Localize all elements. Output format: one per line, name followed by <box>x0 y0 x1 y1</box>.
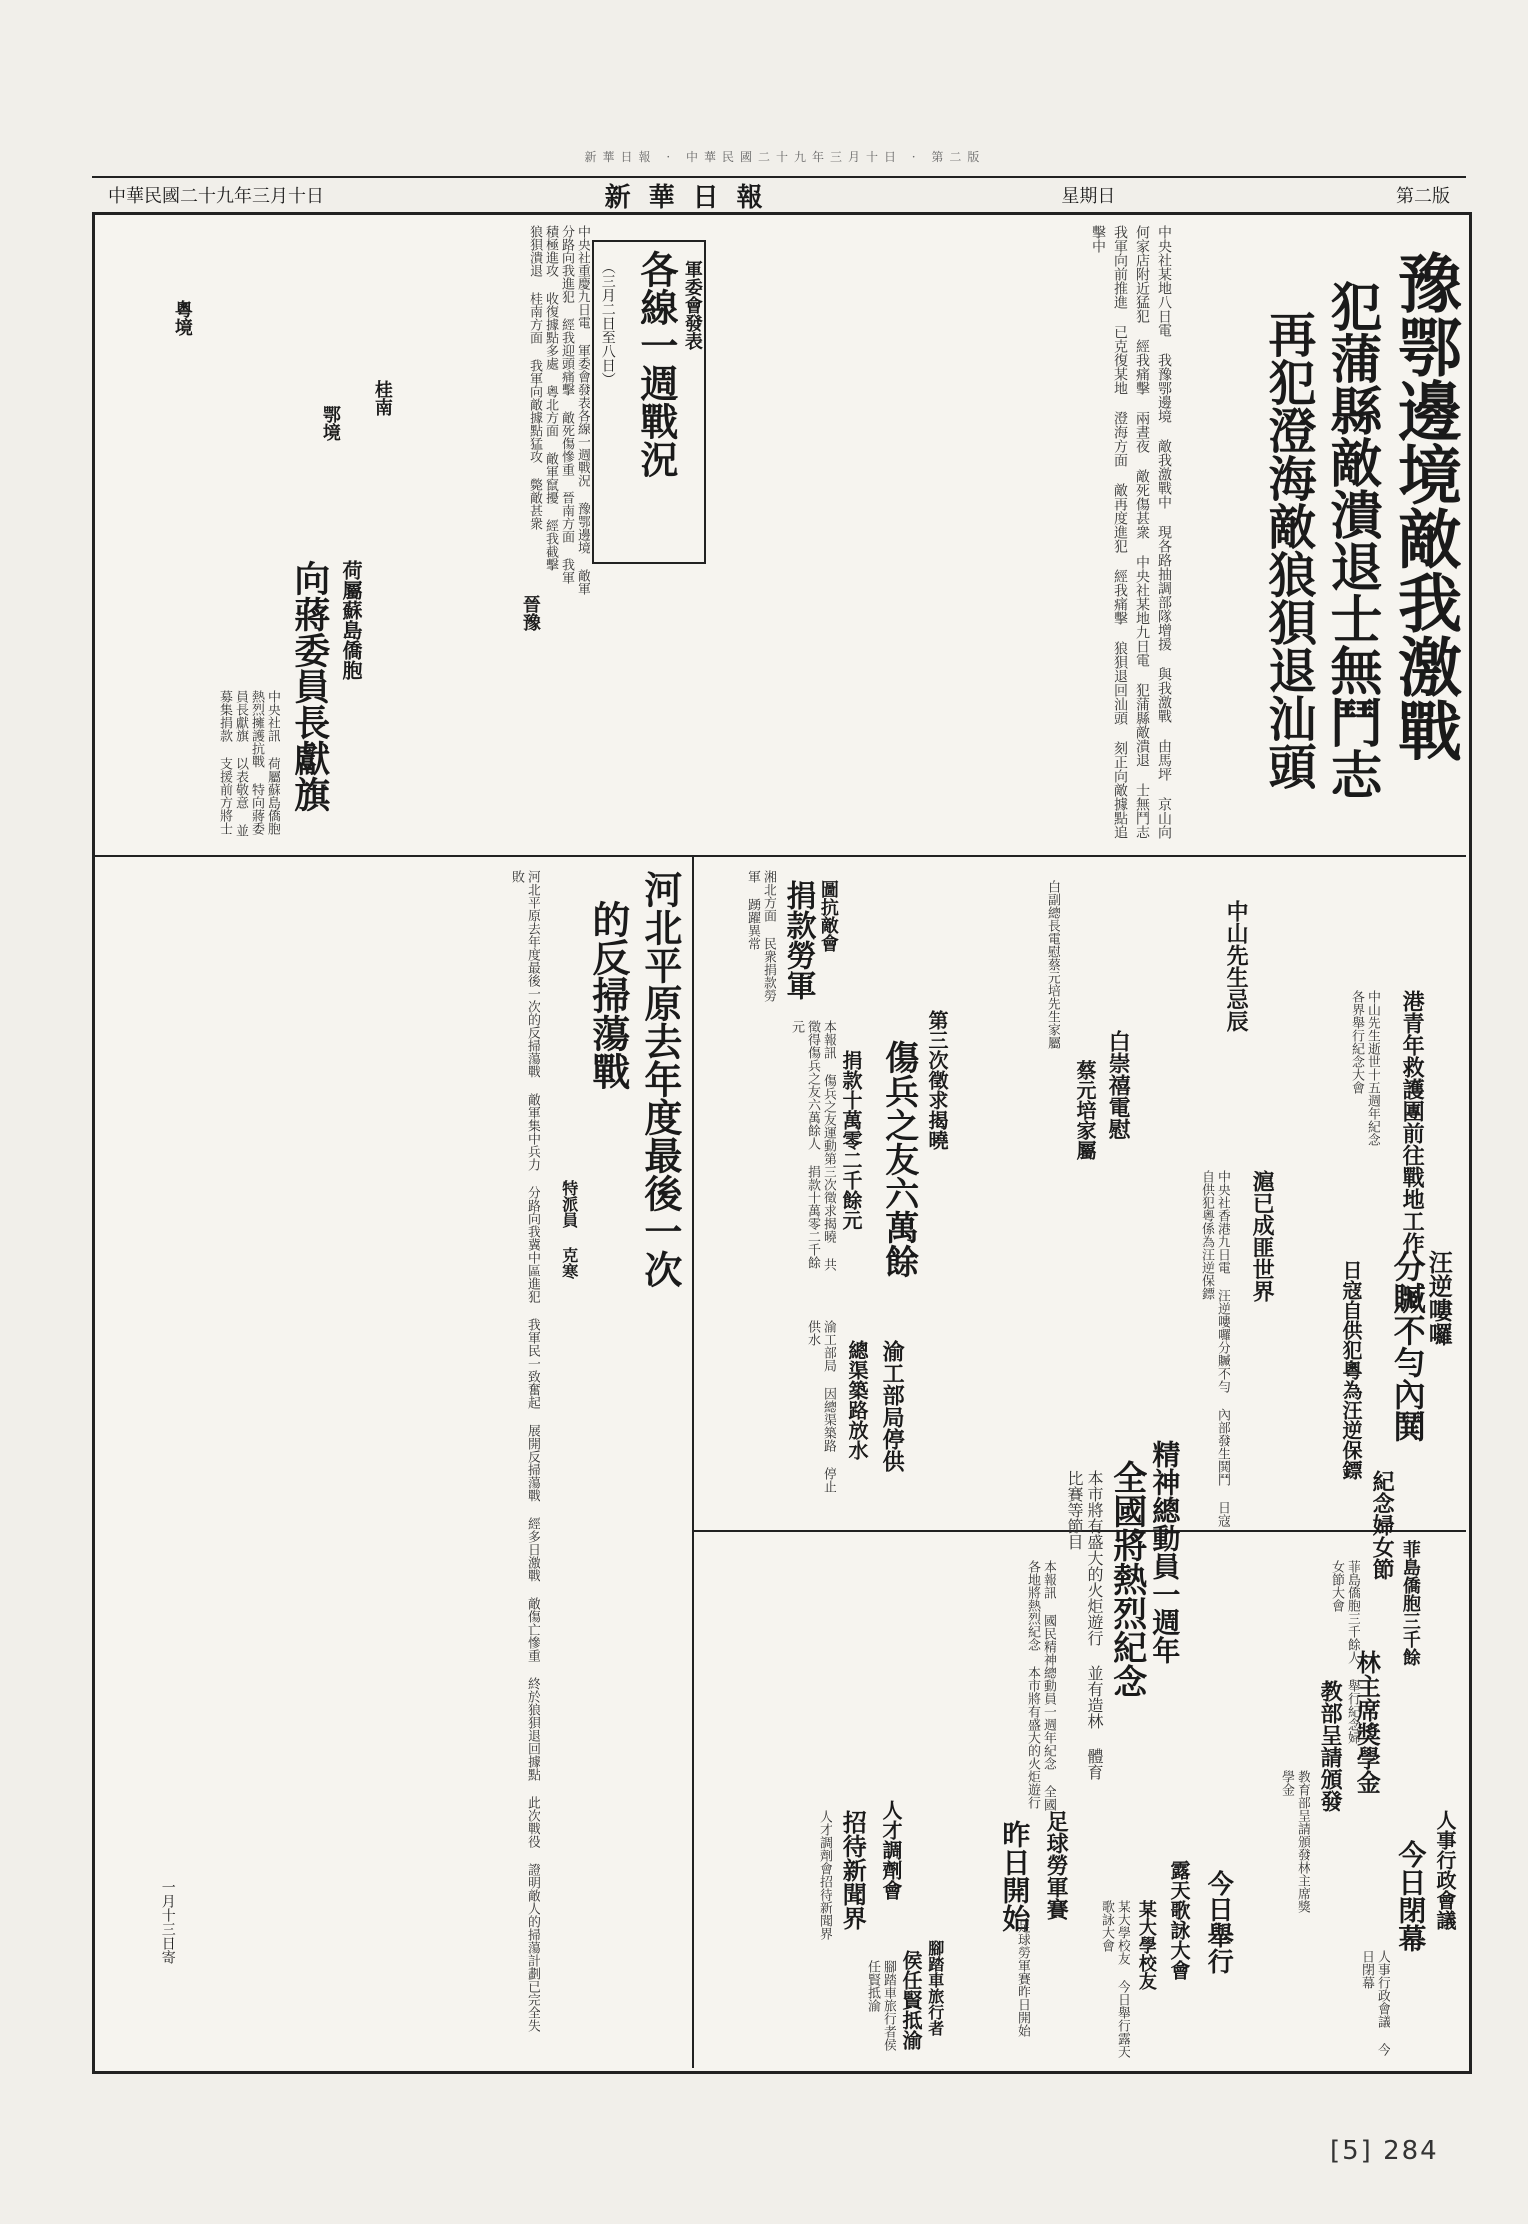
hebei-body: 河北平原去年度最後一次的反掃蕩戰 敵軍集中兵力 分路向我冀中區進犯 我軍民一致奮起 展開反掃蕩戰 經多日激戰 敵傷亡慘重 終於狼狽退回據點 此次戰役 證明敵人的掃蕩計劃已完全失敗 <box>509 870 540 2032</box>
weekly-section-eguo: 鄂境 <box>319 405 341 441</box>
hebei-subheadline: 的反掃蕩戰 <box>585 900 631 1090</box>
mobilization-headline-1: 精神總動員一週年 <box>1148 1440 1182 1664</box>
alumni-kicker: 某大學校友 <box>1135 1900 1157 1990</box>
cantonese-headline: 白崇禧電慰 <box>1105 1030 1132 1140</box>
relief-headline: 傷兵之友六萬餘 <box>878 1040 919 1278</box>
wang-headline: 分贓不勻內鬨 <box>1388 1250 1427 1442</box>
section-rule-1 <box>92 855 1466 857</box>
lead-subheadline-1: 犯蒲縣敵潰退士無鬥志 <box>1321 280 1382 800</box>
mobilization-body: 本報訊 國民精神總動員一週年紀念 全國各地將熱烈紀念 本市將有盛大的火炬遊行 <box>1025 1560 1056 1811</box>
lead-subheadline-2: 再犯澄海敵狼狽退汕頭 <box>1260 310 1316 790</box>
masthead <box>92 176 1466 214</box>
weekly-headline: 各線一週戰況 <box>633 250 679 478</box>
masthead-weekday: 星期日 <box>1061 186 1116 207</box>
top-strip: 新華日報 · 中華民國二十九年三月十日 · 第二版 <box>584 150 986 164</box>
lead-body: 中央社某地八日電 我豫鄂邊境 敵我激戰中 現各路抽調部隊增援 與我激戰 由馬坪 京山向何家店附近猛犯 經我痛擊 兩晝夜 敵死傷甚衆 中央社某地九日電 犯蒲縣敵潰退 士無鬥志 我軍向前推進 已克復某地 澄海方面 敵再度進犯 經我痛擊 狼狽退回汕頭 刻正向敵據點追擊中 <box>1090 225 1172 839</box>
sunyatsen-body: 中山先生逝世十五週年紀念 各界舉行紀念大會 <box>1349 990 1380 1146</box>
football-body: 足球勞軍賽昨日開始 <box>1015 1920 1030 2037</box>
overseas-headline: 向蔣委員長獻旗 <box>288 560 331 812</box>
weekly-section-yuedong: 粵境 <box>171 300 193 336</box>
alumni-sub: 露天歌詠大會 <box>1167 1860 1191 1980</box>
water-body: 渝工部局 因總渠築路 停止供水 <box>805 1320 836 1493</box>
relief-subheadline: 捐款十萬零二千餘元 <box>839 1050 863 1230</box>
scholarship-sub: 教部呈請頒發 <box>1317 1680 1344 1812</box>
column-rule-1 <box>692 855 694 2068</box>
hebei-byline: 特派員 克寒 <box>559 1180 579 1279</box>
relief-kicker: 第三次徵求揭曉 <box>925 1010 949 1150</box>
weekly-body: 中央社重慶九日電 軍委會發表各線一週戰況 豫鄂邊境 敵軍分路向我進犯 經我迎頭痛擊 敵死傷慘重 晉南方面 我軍積極進攻 收復據點多處 粵北方面 敵軍竄擾 經我截擊 狼狽潰退 桂南方面 我軍向敵據點猛攻 斃敵甚衆 <box>527 225 590 595</box>
press-sub: 人才調劑會 <box>879 1800 903 1900</box>
cantonese-sub: 蔡元培家屬 <box>1073 1060 1097 1160</box>
page-number: [5] 284 <box>1330 2136 1439 2166</box>
football-headline: 足球勞軍賽 <box>1043 1810 1070 1920</box>
hebei-headline: 河北平原去年度最後一次 <box>637 870 683 1288</box>
masthead-title: 新華日報 <box>604 182 781 213</box>
overseas-kicker: 荷屬蘇島僑胞 <box>339 560 363 680</box>
alumni-headline: 今日舉行 <box>1203 1870 1234 1974</box>
weekly-dateline: （三月二日至八日） <box>599 260 616 386</box>
women-body: 菲島僑胞三千餘人 舉行紀念婦女節大會 <box>1329 1560 1360 1744</box>
wang-sub1: 日寇自供犯粵為汪逆保鏢 <box>1339 1260 1363 1480</box>
hebei-signoff: 一月十三日寄 <box>159 1880 176 1964</box>
mobilization-sub: 本市將有盛大的火炬遊行 並有造林 體育比賽等節目 <box>1065 1470 1104 1780</box>
water-sub: 總渠築路放水 <box>845 1340 869 1460</box>
wang-kicker: 汪逆嘍囉 <box>1424 1250 1454 1346</box>
bike-headline: 腳踏車旅行者 <box>925 1940 945 2036</box>
scholarship-body: 教育部呈請頒發林主席獎學金 <box>1279 1770 1310 1913</box>
cantonese-body: 白副總長電慰蔡元培先生家屬 <box>1045 880 1060 1049</box>
lead-headline: 豫鄂邊境敵我激戰 <box>1387 250 1462 762</box>
relief-body: 本報訊 傷兵之友運動第三次徵求揭曉 共徵得傷兵之友六萬餘人 捐款十萬零二千餘元 <box>789 1020 836 1271</box>
personnel-body: 人事行政會議 今日閉幕 <box>1359 1950 1390 2056</box>
sunyatsen-headline: 中山先生忌辰 <box>1223 900 1250 1032</box>
scholarship-headline: 林主席獎學金 <box>1352 1650 1382 1794</box>
masthead-edition: 第二版 <box>1395 186 1450 207</box>
weekly-section-guinan: 桂南 <box>371 380 393 416</box>
weekly-kicker: 軍委會發表 <box>681 260 703 350</box>
donation-headline: 捐款勞軍 <box>780 880 816 1000</box>
bike-sub: 侯任賢抵渝 <box>899 1950 923 2050</box>
wang-body: 中央社香港九日電 汪逆嘍囉分贓不勻 內部發生鬨鬥 日寇自供犯粵係為汪逆保鏢 <box>1199 1170 1230 1527</box>
wang-sub2: 滬已成匪世界 <box>1249 1170 1276 1302</box>
donation-body: 湘北方面 民衆捐款勞軍 踴躍異常 <box>745 870 776 1002</box>
masthead-date: 中華民國二十九年三月十日 <box>108 186 324 207</box>
sunyatsen-sub: 港青年救護團前往戰地工作 <box>1399 990 1426 1254</box>
personnel-headline: 今日閉幕 <box>1394 1840 1428 1952</box>
women-sub: 菲島僑胞三千餘 <box>1399 1540 1421 1666</box>
personnel-kicker: 人事行政會議 <box>1433 1810 1457 1930</box>
overseas-body: 中央社訊 荷屬蘇島僑胞 熱烈擁護抗戰 特向蔣委員長獻旗 以表敬意 並募集捐款 支援前方將士 <box>217 690 280 837</box>
press-body: 人才調劑會招待新聞界 <box>817 1810 832 1940</box>
mobilization-headline-2: 全國將熱烈紀念 <box>1106 1460 1147 1698</box>
football-sub: 昨日開始 <box>998 1820 1032 1932</box>
bike-body: 腳踏車旅行者侯任賢抵渝 <box>865 1960 896 2051</box>
press-headline: 招待新聞界 <box>838 1810 868 1930</box>
weekly-section-jin: 晉豫 <box>519 595 541 631</box>
women-headline: 紀念婦女節 <box>1369 1470 1396 1580</box>
donation-sub: 圖抗敵會 <box>817 880 839 952</box>
alumni-body: 某大學校友 今日舉行露天歌詠大會 <box>1099 1900 1130 2058</box>
water-headline: 渝工部局停供 <box>879 1340 906 1472</box>
